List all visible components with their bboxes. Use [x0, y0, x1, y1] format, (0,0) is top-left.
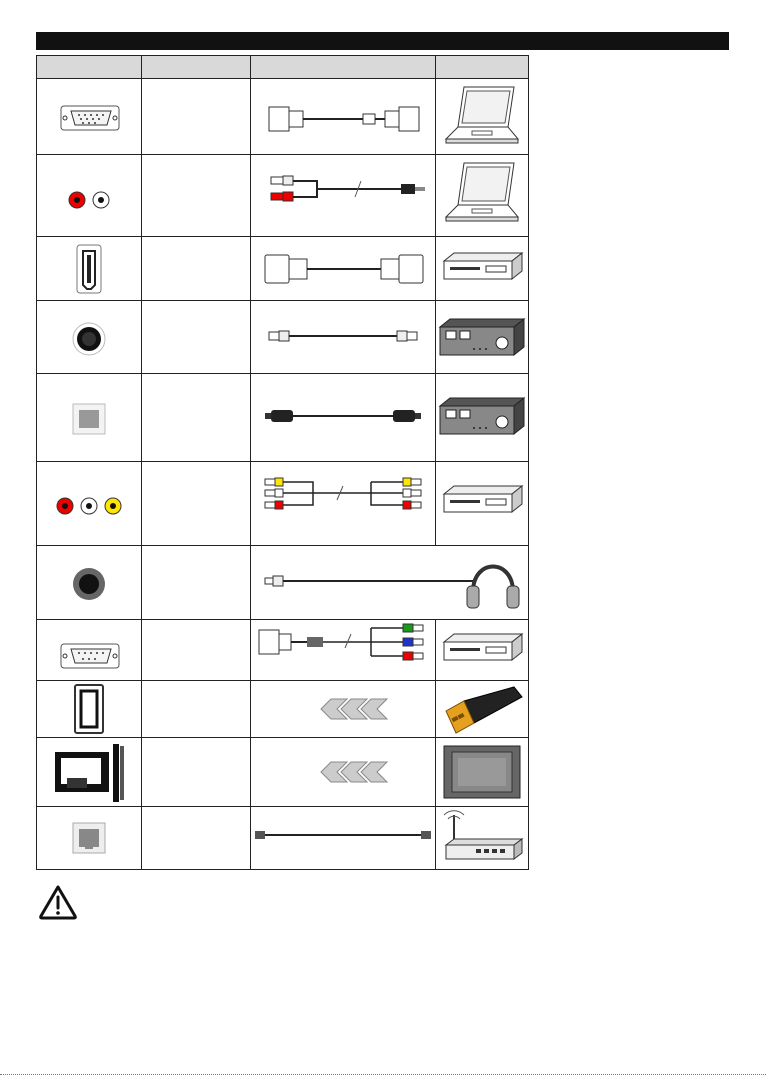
table-row	[37, 738, 529, 807]
section-title-bar	[36, 32, 729, 50]
usb-port-icon	[37, 681, 141, 737]
table-row	[37, 681, 529, 738]
port-cell	[37, 301, 142, 374]
ci-slot-icon	[37, 738, 141, 806]
audio-rca-to-jack-cable-icon	[251, 155, 435, 236]
column-header	[251, 56, 436, 79]
footer-divider	[0, 1074, 766, 1076]
optical-cable-icon	[251, 374, 435, 461]
vga-port-icon	[37, 79, 141, 154]
port-cell	[37, 620, 142, 681]
port-cell	[37, 681, 142, 738]
hdmi-cable-icon	[251, 237, 435, 300]
audio-rca-port-icon	[37, 155, 141, 236]
insert-arrows-icon	[251, 681, 435, 737]
hdmi-port-icon	[37, 237, 141, 300]
table-row	[37, 155, 529, 237]
amplifier-icon	[436, 301, 528, 373]
device-cell	[436, 301, 529, 374]
dvd-player-icon	[436, 462, 528, 545]
laptop-icon	[436, 79, 528, 154]
amplifier-icon	[436, 374, 528, 461]
cable-cell	[251, 374, 436, 462]
device-cell	[436, 79, 529, 155]
device-cell	[436, 462, 529, 546]
table-row	[37, 79, 529, 155]
port-cell	[37, 374, 142, 462]
device-cell	[436, 155, 529, 237]
ethernet-cable-icon	[251, 807, 435, 869]
av-rca-port-icon	[37, 462, 141, 545]
table-row	[37, 546, 529, 620]
cable-cell	[251, 738, 436, 807]
label-cell	[142, 301, 251, 374]
device-cell	[436, 681, 529, 738]
device-cell	[436, 738, 529, 807]
vga-port-icon	[37, 620, 141, 680]
port-cell	[37, 237, 142, 301]
label-cell	[142, 462, 251, 546]
coaxial-cable-icon	[251, 301, 435, 373]
label-cell	[142, 807, 251, 870]
table-row	[37, 807, 529, 870]
cable-cell	[251, 301, 436, 374]
dvd-player-icon	[436, 237, 528, 300]
port-cell	[37, 546, 142, 620]
dvd-player-icon	[436, 620, 528, 680]
label-cell	[142, 155, 251, 237]
port-cell	[37, 155, 142, 237]
port-cell	[37, 807, 142, 870]
headphone-port-icon	[37, 546, 141, 619]
device-cell	[436, 807, 529, 870]
table-row	[37, 620, 529, 681]
optical-port-icon	[37, 374, 141, 461]
device-cell	[436, 620, 529, 681]
label-cell	[142, 374, 251, 462]
cable-cell	[251, 620, 436, 681]
table-row	[37, 462, 529, 546]
device-cell	[436, 237, 529, 301]
table-row	[37, 374, 529, 462]
label-cell	[142, 620, 251, 681]
label-cell	[142, 546, 251, 620]
coaxial-port-icon	[37, 301, 141, 373]
connection-table	[36, 55, 529, 870]
label-cell	[142, 79, 251, 155]
cable-cell	[251, 807, 436, 870]
cable-cell	[251, 79, 436, 155]
laptop-icon	[436, 155, 528, 236]
cam-module-icon	[436, 738, 528, 806]
label-cell	[142, 738, 251, 807]
port-cell	[37, 79, 142, 155]
cable-cell	[251, 681, 436, 738]
table-row	[37, 301, 529, 374]
port-cell	[37, 738, 142, 807]
warning-icon	[38, 884, 78, 920]
cable-cell	[251, 546, 529, 620]
column-header	[436, 56, 529, 79]
usb-stick-icon	[436, 681, 528, 737]
ethernet-port-icon	[37, 807, 141, 869]
insert-arrows-icon	[251, 738, 435, 806]
table-row	[37, 237, 529, 301]
label-cell	[142, 237, 251, 301]
cable-cell	[251, 155, 436, 237]
av-rca-cable-icon	[251, 462, 435, 545]
vga-cable-icon	[251, 79, 435, 154]
label-cell	[142, 681, 251, 738]
cable-cell	[251, 462, 436, 546]
column-header	[37, 56, 142, 79]
device-cell	[436, 374, 529, 462]
router-icon	[436, 807, 528, 869]
column-header	[142, 56, 251, 79]
table-header-row	[37, 56, 529, 79]
cable-cell	[251, 237, 436, 301]
vga-to-component-cable-icon	[251, 620, 435, 680]
headphones-icon	[251, 546, 528, 619]
port-cell	[37, 462, 142, 546]
